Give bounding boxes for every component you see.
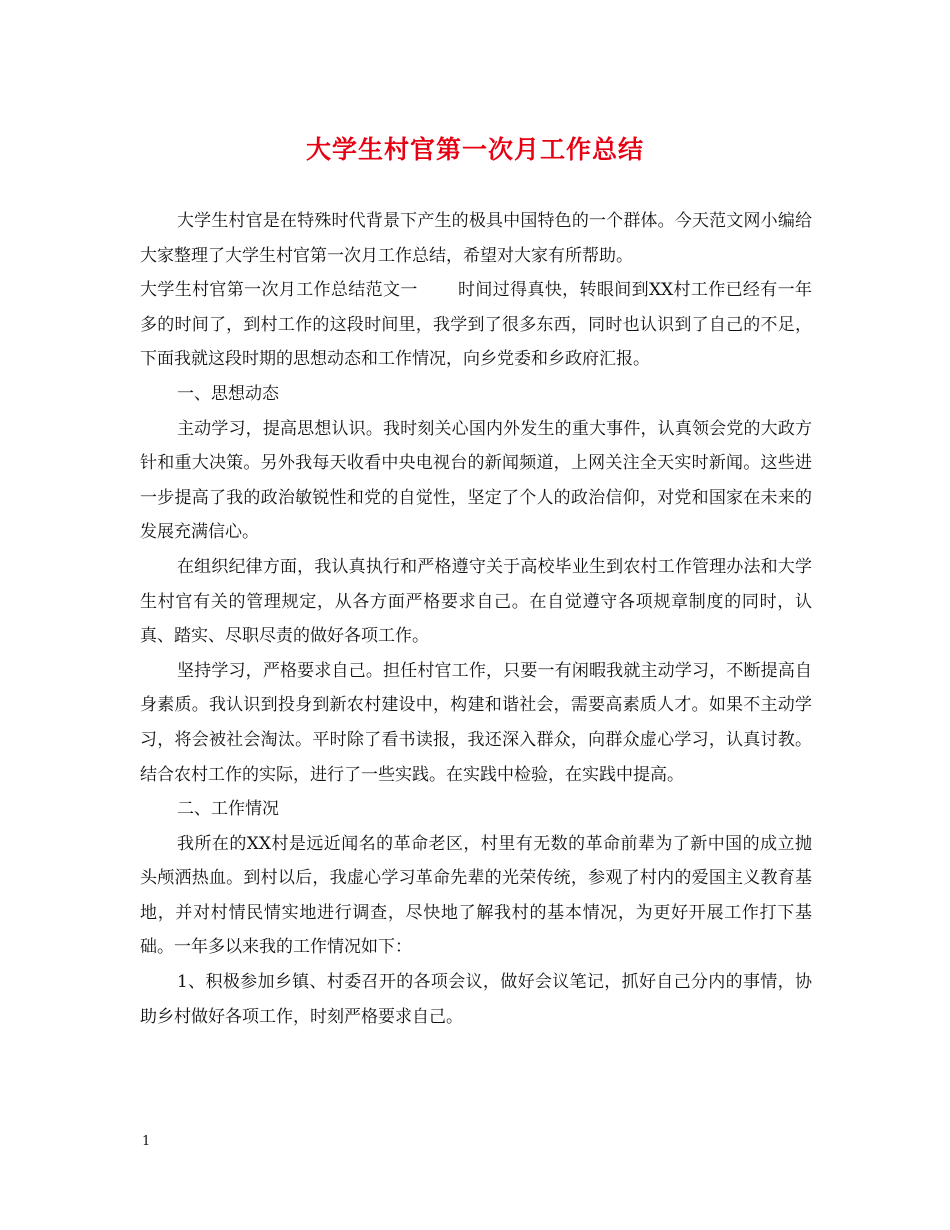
document-body: [140, 204, 812, 1034]
paragraph-meetings: 1、积极参加乡镇、村委召开的各项会议，做好会议笔记，抓好自己分内的事情，协助乡村做好各项工作，时刻严格要求自己。: [140, 972, 812, 1027]
paragraph-village: 我所在的XX村是远近闻名的革命老区，村里有无数的革命前辈为了新中国的成立抛头颅洒热血。到村以后，我虚心学习革命先辈的光荣传统，参观了村内的爱国主义教育基地，并对村情民情实地进行调查，尽快地了解我村的基本情况，为更好开展工作打下基础。一年多以来我的工作情况如下：: [140, 833, 812, 958]
paragraph-study: 主动学习，提高思想认识。我时刻关心国内外发生的重大事件，认真领会党的大政方针和重大决策。另外我每天收看中央电视台的新闻频道，上网关注全天实时新闻。这些进一步提高了我的政治敏锐性和党的自觉性，坚定了个人的政治信仰，对党和国家在未来的发展充满信心。: [140, 418, 812, 543]
page-number: 1: [142, 1134, 151, 1149]
sample-paragraph: [140, 273, 812, 377]
section-heading-work: 二、工作情况: [177, 799, 279, 820]
paragraph-discipline: 在组织纪律方面，我认真执行和严格遵守关于高校毕业生到农村工作管理办法和大学生村官有关的管理规定，从各方面严格要求自己。在自觉遵守各项规章制度的同时，认真、踏实、尽职尽责的做好各项工作。: [140, 556, 812, 647]
sample-heading: 大学生村官第一次月工作总结范文一: [140, 280, 418, 301]
intro-paragraph: 大学生村官是在特殊时代背景下产生的极具中国特色的一个群体。今天范文网小编给大家整理了大学生村官第一次月工作总结，希望对大家有所帮助。: [140, 211, 812, 266]
section-heading-thoughts: 一、思想动态: [177, 383, 279, 404]
paragraph-self-discipline: 坚持学习，严格要求自己。担任村官工作，只要一有闲暇我就主动学习，不断提高自身素质。我认识到投身到新农村建设中，构建和谐社会，需要高素质人才。如果不主动学习，将会被社会淘汰。平时除了看书读报，我还深入群众，向群众虚心学习，认真讨教。结合农村工作的实际，进行了一些实践。在实践中检验，在实践中提高。: [140, 660, 812, 785]
document-title: 大学生村官第一次月工作总结: [305, 135, 644, 164]
sample-paragraph-text: 时间过得真快，转眼间到XX村工作已经有一年多的时间了，到村工作的这段时间里，我学到了很多东西，同时也认识到了自己的不足，下面我就这段时期的思想动态和工作情况，向乡党委和乡政府汇报。: [140, 280, 812, 370]
